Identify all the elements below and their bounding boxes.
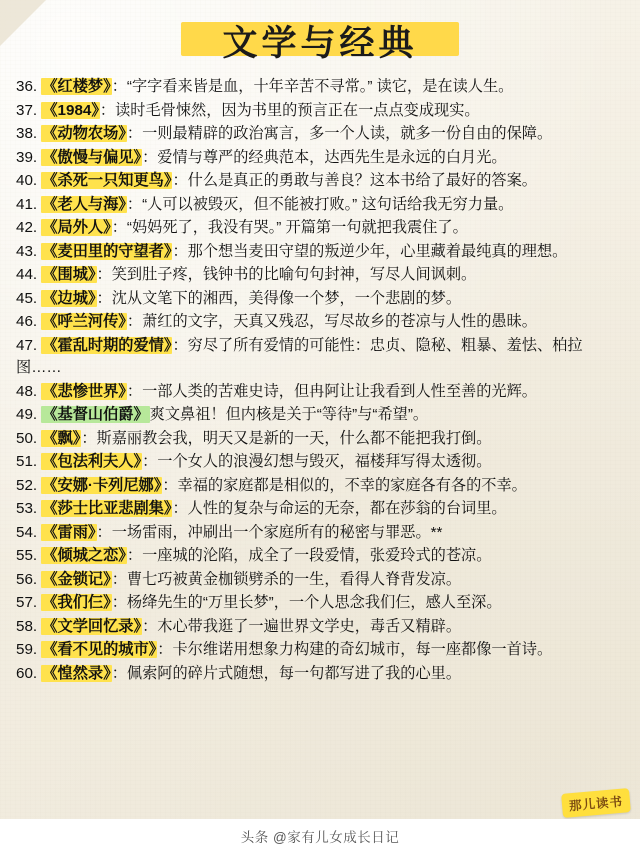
list-item-separator: ： (96, 266, 112, 283)
book-title-highlight: 《飘》 (42, 429, 81, 447)
book-title-highlight: 《基督山伯爵》 (42, 406, 149, 423)
list-item (16, 569, 626, 592)
list-item-number: 49. (16, 406, 38, 423)
list-item (16, 616, 626, 639)
book-title-highlight: 《安娜·卡列尼娜》 (42, 476, 162, 494)
list-item-number: 45. (16, 289, 38, 307)
list-item (16, 663, 626, 686)
list-item-number: 44. (16, 266, 38, 283)
list-item-separator: ： (126, 382, 143, 400)
page-title: 文学与经典 (222, 24, 418, 63)
book-title-highlight: 《老人与海》 (42, 195, 126, 213)
list-item (16, 194, 626, 217)
list-item-separator: ： (111, 570, 127, 588)
book-title-highlight: 《看不见的城市》 (42, 641, 157, 658)
book-title-highlight: 《边城》 (42, 289, 96, 307)
list-item-separator: ： (111, 664, 127, 682)
list-item-text: 爱情与尊严的经典范本，达西先生是永远的白月光。 (157, 148, 507, 166)
book-list (0, 70, 640, 685)
list-item-separator: ： (142, 453, 158, 470)
list-item-text: 幸福的家庭都是相似的，不幸的家庭各有各的不幸。 (177, 476, 527, 494)
list-item (16, 522, 626, 545)
page-title-wrap (0, 0, 640, 70)
book-title-highlight: 《雷雨》 (42, 523, 96, 541)
book-title-highlight: 《傲慢与偏见》 (42, 148, 142, 166)
list-item (16, 475, 626, 498)
book-title-highlight: 《倾城之恋》 (42, 547, 126, 564)
list-item-text: 人性的复杂与命运的无奈，都在莎翁的台词里。 (187, 500, 507, 517)
list-item-separator: ： (96, 523, 112, 541)
list-item-number: 57. (16, 594, 38, 611)
list-item-number: 54. (16, 523, 38, 541)
list-item-number: 60. (16, 664, 38, 682)
book-title-highlight: 《杀死一只知更鸟》 (42, 172, 172, 189)
book-title-highlight: 《呼兰河传》 (42, 313, 126, 330)
list-item-separator: ： (126, 313, 143, 330)
book-title-highlight: 《动物农场》 (42, 125, 126, 142)
list-item-text: 萧红的文字，天真又残忍，写尽故乡的苍凉与人性的愚昧。 (142, 313, 537, 330)
list-item-text: 卡尔维诺用想象力构建的奇幻城市，每一座都像一首诗。 (172, 641, 553, 658)
list-item (16, 241, 626, 264)
list-item (16, 498, 626, 521)
list-item-number: 52. (16, 476, 38, 494)
book-title-highlight: 《悲惨世界》 (42, 382, 126, 400)
list-item-separator: ： (111, 219, 127, 236)
list-item (16, 147, 626, 170)
book-title-highlight: 《1984》 (42, 101, 99, 119)
book-title-highlight: 《惶然录》 (42, 664, 111, 682)
list-item-separator: ： (126, 547, 143, 564)
list-item-text: 佩索阿的碎片式随想，每一句都写进了我的心里。 (126, 664, 462, 682)
footer-attribution: 头条 @家有儿女成长日记 (240, 830, 400, 845)
list-item-number: 59. (16, 641, 38, 658)
list-item-number: 56. (16, 570, 38, 588)
list-item-text: 一场雷雨，冲刷出一个家庭所有的秘密与罪恶。** (111, 523, 443, 541)
list-item-text: “妈妈死了，我没有哭。” 开篇第一句就把我震住了。 (126, 219, 468, 236)
list-item (16, 404, 626, 427)
list-item-text: “字字看来皆是血，十年辛苦不寻常。” 读它，是在读人生。 (126, 78, 514, 95)
list-item-text: 一个女人的浪漫幻想与毁灭，福楼拜写得太透彻。 (157, 453, 492, 470)
book-title-highlight: 《麦田里的守望者》 (42, 242, 172, 260)
list-item-number: 51. (16, 453, 38, 470)
list-item-text: 爽文鼻祖！但内核是关于“等待”与“希望”。 (149, 406, 429, 423)
list-item (16, 123, 626, 146)
list-item-text: 什么是真正的勇敢与善良？这本书给了最好的答案。 (187, 172, 537, 189)
list-item-separator: ： (172, 500, 188, 517)
list-item-text: 一部人类的苦难史诗，但冉阿让让我看到人性至善的光辉。 (142, 382, 537, 400)
book-title-highlight: 《局外人》 (42, 219, 111, 236)
book-title-highlight: 《莎士比亚悲剧集》 (42, 500, 172, 517)
list-item-number: 55. (16, 547, 38, 564)
list-item-number: 48. (16, 382, 38, 400)
list-item-number: 53. (16, 500, 38, 517)
list-item-separator: ： (96, 289, 112, 307)
list-item (16, 76, 626, 99)
list-item-separator: ： (126, 195, 143, 213)
list-item (16, 100, 626, 123)
list-item-separator: ： (172, 336, 188, 354)
list-item (16, 217, 626, 240)
list-item-separator: ： (81, 429, 97, 447)
list-item-text: 斯嘉丽教会我，明天又是新的一天，什么都不能把我打倒。 (96, 429, 492, 447)
list-item-text: 木心带我逛了一遍世界文学史，毒舌又精辟。 (157, 617, 462, 635)
list-item-text: 曹七巧被黄金枷锁劈杀的一生，看得人脊背发凉。 (126, 570, 462, 588)
list-item-text: “人可以被毁灭，但不能被打败。” 这句话给我无穷力量。 (142, 195, 514, 213)
list-item-number: 40. (16, 172, 38, 189)
list-item-number: 43. (16, 242, 38, 260)
list-item-number: 50. (16, 429, 38, 447)
list-item-separator: ： (99, 101, 116, 119)
list-item-text: 杨绛先生的“万里长梦”，一个人思念我们仨，感人至深。 (126, 594, 502, 611)
list-item-separator: ： (126, 125, 143, 142)
list-item (16, 545, 626, 568)
list-item-separator: ： (111, 78, 127, 95)
list-item-text: 笑到肚子疼，钱钟书的比喻句句封神，写尽人间讽刺。 (111, 266, 477, 283)
list-item-separator: ： (172, 172, 188, 189)
list-item (16, 451, 626, 474)
list-item (16, 170, 626, 193)
list-item (16, 264, 626, 287)
list-item-separator: ： (142, 148, 158, 166)
list-item-separator: ： (162, 476, 178, 494)
list-item-text: 那个想当麦田守望的叛逆少年，心里藏着最纯真的理想。 (187, 242, 568, 260)
list-item-number: 37. (16, 101, 38, 119)
list-item-number: 42. (16, 219, 38, 236)
book-title-highlight: 《围城》 (42, 266, 96, 283)
list-item-separator: ： (111, 594, 127, 611)
list-item-text: 穷尽了所有爱情的可能性：忠贞、隐秘、粗暴、羞怯、柏拉图…… (16, 336, 583, 376)
book-title-highlight: 《霍乱时期的爱情》 (42, 336, 172, 354)
watermark-badge: 那儿读书 (561, 788, 631, 818)
list-item-number: 47. (16, 336, 38, 354)
list-item (16, 288, 626, 311)
list-item (16, 639, 626, 662)
list-item (16, 311, 626, 334)
list-item (16, 592, 626, 615)
list-item-number: 39. (16, 148, 38, 166)
book-title-highlight: 《金锁记》 (42, 570, 111, 588)
book-title-highlight: 《红楼梦》 (42, 78, 111, 95)
list-item-text: 读时毛骨悚然，因为书里的预言正在一点点变成现实。 (115, 101, 480, 119)
list-item (16, 428, 626, 451)
list-item-text: 一则最精辟的政治寓言，多一个人读，就多一份自由的保障。 (142, 125, 553, 142)
book-title-highlight: 《我们仨》 (42, 594, 111, 611)
book-title-highlight: 《文学回忆录》 (42, 617, 142, 635)
list-item-separator: ： (157, 641, 173, 658)
list-item-text: 沈从文笔下的湘西，美得像一个梦，一个悲剧的梦。 (111, 289, 462, 307)
list-item-number: 36. (16, 78, 38, 95)
list-item-number: 58. (16, 617, 38, 635)
list-item (16, 335, 626, 380)
footer-bar (0, 819, 640, 853)
book-title-highlight: 《包法利夫人》 (42, 453, 142, 470)
list-item-number: 46. (16, 313, 38, 330)
list-item (16, 381, 626, 404)
list-item-number: 41. (16, 195, 38, 213)
list-item-separator: ： (142, 617, 158, 635)
list-item-number: 38. (16, 125, 38, 142)
list-item-separator: ： (172, 242, 188, 260)
list-item-text: 一座城的沦陷，成全了一段爱情，张爱玲式的苍凉。 (142, 547, 492, 564)
